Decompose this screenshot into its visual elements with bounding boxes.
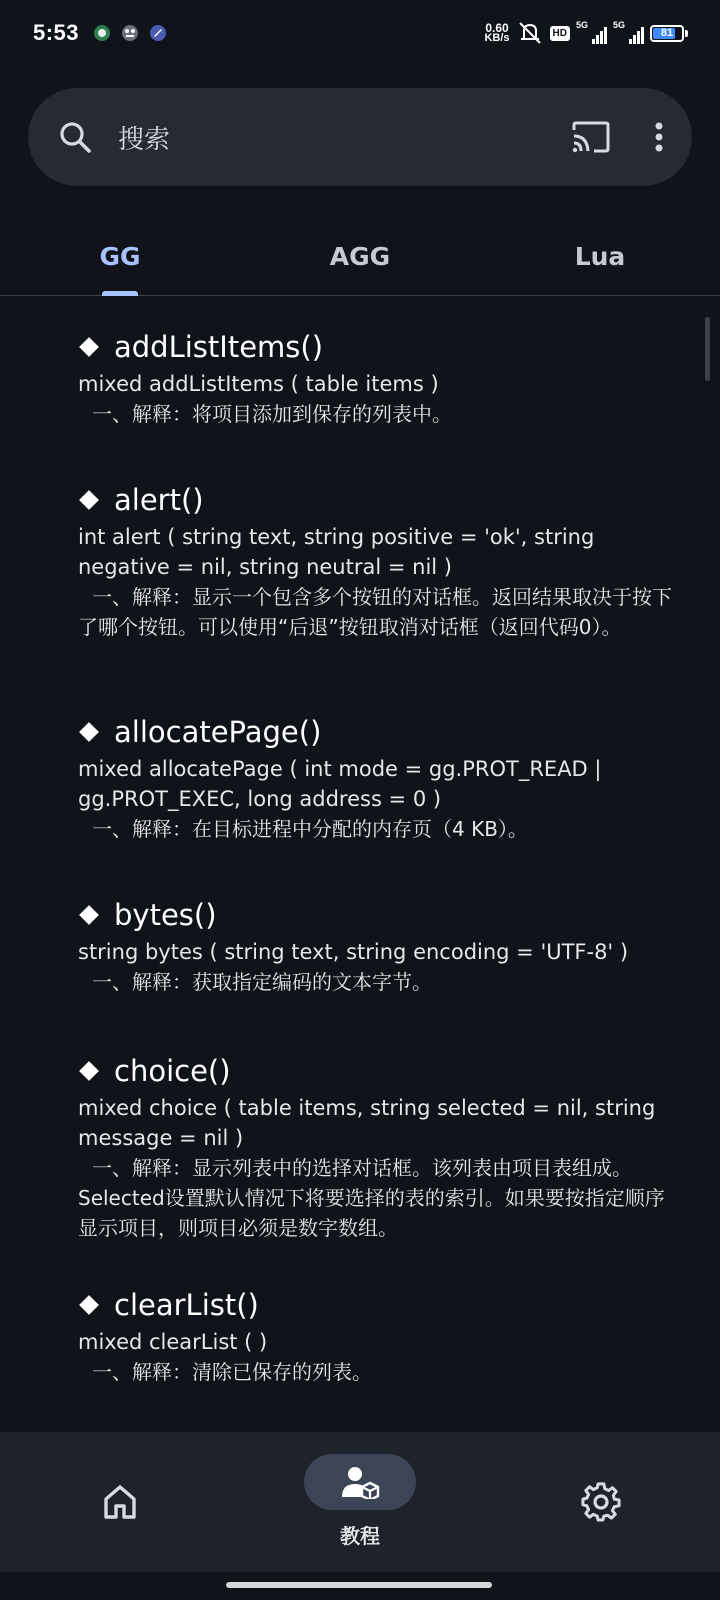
signal-bar xyxy=(637,31,640,44)
network-speed xyxy=(484,23,509,43)
notification-icons xyxy=(93,24,167,42)
active-tab-indicator xyxy=(102,291,138,296)
network-speed-value: 0.60 xyxy=(485,21,509,35)
signal-bar xyxy=(641,27,644,44)
cast-icon[interactable] xyxy=(570,120,612,154)
function-title-text: bytes() xyxy=(114,898,217,932)
function-list[interactable] xyxy=(0,297,720,1432)
function-title xyxy=(78,480,676,520)
function-signature: mixed clearList ( ) xyxy=(78,1330,268,1354)
status-right-group xyxy=(484,21,688,45)
signal-bar xyxy=(596,35,599,44)
gesture-home-bar[interactable] xyxy=(226,1582,492,1588)
tab-agg-label: AGG xyxy=(329,242,391,271)
diamond-bullet-icon xyxy=(79,490,99,510)
notification-app-icon xyxy=(93,24,111,42)
signal-2-label: 5G xyxy=(613,20,626,30)
hd-voice-badge: HD xyxy=(550,26,570,41)
function-title-text: clearList() xyxy=(114,1288,259,1322)
tab-lua[interactable] xyxy=(480,220,720,295)
mute-bell-icon xyxy=(516,21,544,45)
function-signature: mixed addListItems ( table items ) xyxy=(78,372,439,396)
battery-indicator xyxy=(650,25,688,42)
nav-tutorial-button[interactable] xyxy=(304,1454,416,1510)
nav-tutorial-label[interactable]: 教程 xyxy=(340,1524,380,1548)
signal-bar xyxy=(600,31,603,44)
signal-1-label: 5G xyxy=(576,20,589,30)
signal-strength-1 xyxy=(576,22,607,44)
notification-app-icon xyxy=(149,24,167,42)
function-signature: int alert ( string text, string positive = 'ok', string negative = nil, string neutral = nil ) xyxy=(78,525,595,579)
function-description: 一、解释：显示列表中的选择对话框。该列表由项目表组成。Selected设置默认情况下将要选择的表的索引。如果要按指定顺序显示项目，则项目必须是数字数组。 xyxy=(78,1156,665,1240)
diamond-bullet-icon xyxy=(79,337,99,357)
function-title-text: addListItems() xyxy=(114,330,324,364)
list-item[interactable] xyxy=(78,1051,676,1243)
function-description: 一、解释：获取指定编码的文本字节。 xyxy=(92,970,432,994)
tab-gg[interactable] xyxy=(0,220,240,295)
tab-gg-label: GG xyxy=(99,242,141,271)
search-icon xyxy=(58,120,92,154)
function-title xyxy=(78,1285,676,1325)
list-item[interactable] xyxy=(78,327,676,429)
diamond-bullet-icon xyxy=(79,905,99,925)
status-time: 5:53 xyxy=(33,20,80,45)
list-item[interactable] xyxy=(78,480,676,642)
status-bar xyxy=(0,0,720,66)
function-signature: mixed allocatePage ( int mode = gg.PROT_READ | gg.PROT_EXEC, long address = 0 ) xyxy=(78,757,602,811)
signal-bar xyxy=(633,35,636,44)
tab-agg[interactable] xyxy=(240,220,480,295)
battery-body xyxy=(650,25,684,42)
list-item[interactable] xyxy=(78,712,676,844)
home-icon[interactable] xyxy=(100,1482,140,1522)
function-title-text: allocatePage() xyxy=(114,715,322,749)
function-description: 一、解释：显示一个包含多个按钮的对话框。返回结果取决于按下了哪个按钮。可以使用“后退”按钮取消对话框（返回代码0）。 xyxy=(78,585,672,639)
function-description: 一、解释：将项目添加到保存的列表中。 xyxy=(92,402,452,426)
diamond-bullet-icon xyxy=(79,1295,99,1315)
search-placeholder[interactable]: 搜索 xyxy=(118,124,171,155)
function-title xyxy=(78,895,676,935)
diamond-bullet-icon xyxy=(79,722,99,742)
function-title xyxy=(78,1051,676,1091)
function-description: 一、解释：在目标进程中分配的内存页（4 KB）。 xyxy=(92,817,528,841)
function-title xyxy=(78,712,676,752)
signal-bar xyxy=(592,39,595,44)
signal-bar xyxy=(604,27,607,44)
function-description: 一、解释：清除已保存的列表。 xyxy=(92,1360,372,1384)
gear-icon[interactable] xyxy=(580,1480,622,1522)
bottom-navigation xyxy=(0,1432,720,1572)
network-speed-unit: KB/s xyxy=(484,32,510,44)
function-title-text: alert() xyxy=(114,483,204,517)
user-cube-icon xyxy=(340,1465,380,1499)
tab-bar xyxy=(0,220,720,296)
list-item[interactable] xyxy=(78,1285,676,1387)
signal-strength-2 xyxy=(613,22,644,44)
notification-app-icon xyxy=(121,24,139,42)
tab-lua-label: Lua xyxy=(574,242,626,271)
signal-bar xyxy=(629,39,632,44)
function-signature: mixed choice ( table items, string selected = nil, string message = nil ) xyxy=(78,1096,656,1150)
function-signature: string bytes ( string text, string encoding = 'UTF-8' ) xyxy=(78,940,629,964)
scrollbar-thumb[interactable] xyxy=(705,317,710,381)
diamond-bullet-icon xyxy=(79,1061,99,1081)
function-title-text: choice() xyxy=(114,1054,231,1088)
search-bar[interactable] xyxy=(28,88,692,186)
function-title xyxy=(78,327,676,367)
list-item[interactable] xyxy=(78,895,676,997)
battery-level: 81 xyxy=(660,27,674,39)
battery-tip xyxy=(685,30,688,37)
more-options-icon[interactable] xyxy=(654,121,664,153)
